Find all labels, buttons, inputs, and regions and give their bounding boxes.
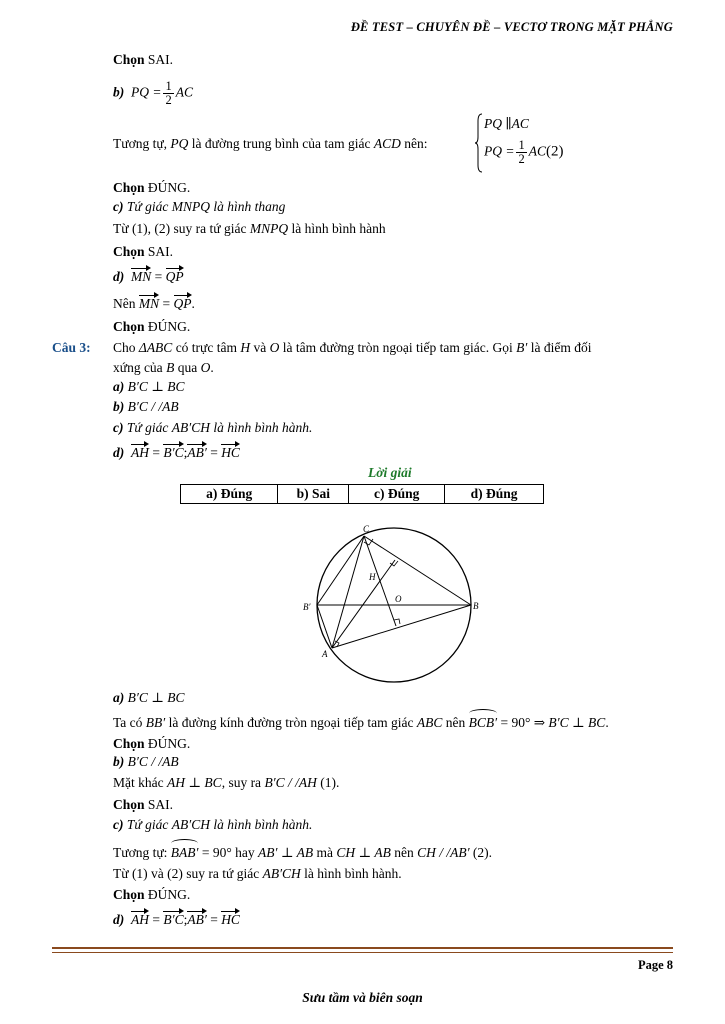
- segment-bpa: [317, 605, 332, 648]
- verdict-line: Chọn ĐÚNG.: [113, 736, 191, 751]
- side-cb: [364, 536, 471, 605]
- footer-credit: Sưu tầm và biên soạn: [302, 990, 423, 1005]
- solution-c-title: c) Tứ giác AB′CH là hình bình hành.: [113, 817, 313, 832]
- option-b: b) B′C / /AB: [113, 399, 179, 414]
- verdict-line: Chọn ĐÚNG.: [113, 319, 191, 334]
- footer-rule-thin: [52, 952, 673, 953]
- system-brace: [475, 113, 483, 173]
- geometry-figure: [290, 520, 500, 690]
- option-d: d) AH = B′C;AB′ = HC: [113, 445, 240, 460]
- solution-b-text: Mặt khác AH ⊥ BC, suy ra B′C / /AH (1).: [113, 775, 340, 790]
- solution-c-conclusion: Từ (1) và (2) suy ra tứ giác AB′CH là hình bình hành.: [113, 866, 402, 881]
- solution-a-text: Ta có BB′ là đường kính đường tròn ngoại tiếp tam giác ABC nên BCB′ = 90° ⇒ B′C ⊥ BC.: [113, 715, 609, 730]
- solution-a-title: a) B′C ⊥ BC: [113, 690, 185, 705]
- part-b-statement: b) PQ = $\frac{1}{2}$ AC: [113, 79, 193, 108]
- option-c: c) Tứ giác AB′CH là hình bình hành.: [113, 420, 313, 435]
- question-text-line-1: Cho ΔABC có trực tâm H và O là tâm đường tròn ngoại tiếp tam giác. Gọi B′ là điểm đối: [113, 340, 592, 355]
- answer-cell: d) Đúng: [445, 485, 544, 504]
- part-c-explain: Từ (1), (2) suy ra tứ giác MNPQ là hình bình hành: [113, 221, 386, 236]
- label-b: B: [473, 601, 479, 611]
- solution-heading: Lời giải: [368, 465, 412, 480]
- altitude-a: [332, 560, 395, 648]
- verdict-line: Chọn ĐÚNG.: [113, 887, 191, 902]
- answer-cell: b) Sai: [278, 485, 349, 504]
- answer-cell: a) Đúng: [181, 485, 278, 504]
- part-c-statement: c) Tứ giác MNPQ là hình thang: [113, 199, 286, 214]
- page-header: ĐỀ TEST – CHUYÊN ĐỀ – VECTƠ TRONG MẶT PHẲNG: [350, 20, 673, 34]
- solution-b-title: b) B′C / /AB: [113, 754, 179, 769]
- part-d-explain: Nên MN = QP.: [113, 296, 195, 311]
- side-ab: [332, 605, 471, 648]
- label-a: A: [322, 649, 328, 659]
- system-line-1: PQ ∥AC: [484, 116, 529, 131]
- page-number: Page 8: [637, 958, 673, 972]
- answer-cell: c) Đúng: [349, 485, 445, 504]
- solution-c-text: Tương tự: BAB′ = 90° hay AB′ ⊥ AB mà CH ⊥ AB nên CH / /AB′ (2).: [113, 845, 493, 860]
- label-h: H: [369, 572, 376, 582]
- system-line-2: PQ = $\frac{1}{2}$ AC(2): [484, 138, 564, 167]
- solution-d-title: d) AH = B′C;AB′ = HC: [113, 912, 240, 927]
- label-o: O: [395, 594, 402, 604]
- part-d-statement: d) MN = QP: [113, 269, 184, 284]
- label-c: C: [363, 524, 370, 534]
- label-bprime: B′: [303, 602, 311, 612]
- segment-cbp: [317, 536, 364, 605]
- footer-rule: [52, 947, 673, 949]
- question-text-line-2: xứng của B qua O.: [113, 360, 214, 375]
- answer-table: [180, 484, 544, 504]
- part-b-explain: Tương tự, PQ là đường trung bình của tam giác ACD nên:: [113, 136, 428, 151]
- verdict-line: Chọn SAI.: [113, 244, 174, 259]
- verdict-line: Chọn SAI.: [113, 52, 174, 67]
- question-number: Câu 3:: [52, 340, 91, 355]
- verdict-line: Chọn SAI.: [113, 797, 174, 812]
- option-a: a) B′C ⊥ BC: [113, 379, 185, 394]
- verdict-line: Chọn ĐÚNG.: [113, 180, 191, 195]
